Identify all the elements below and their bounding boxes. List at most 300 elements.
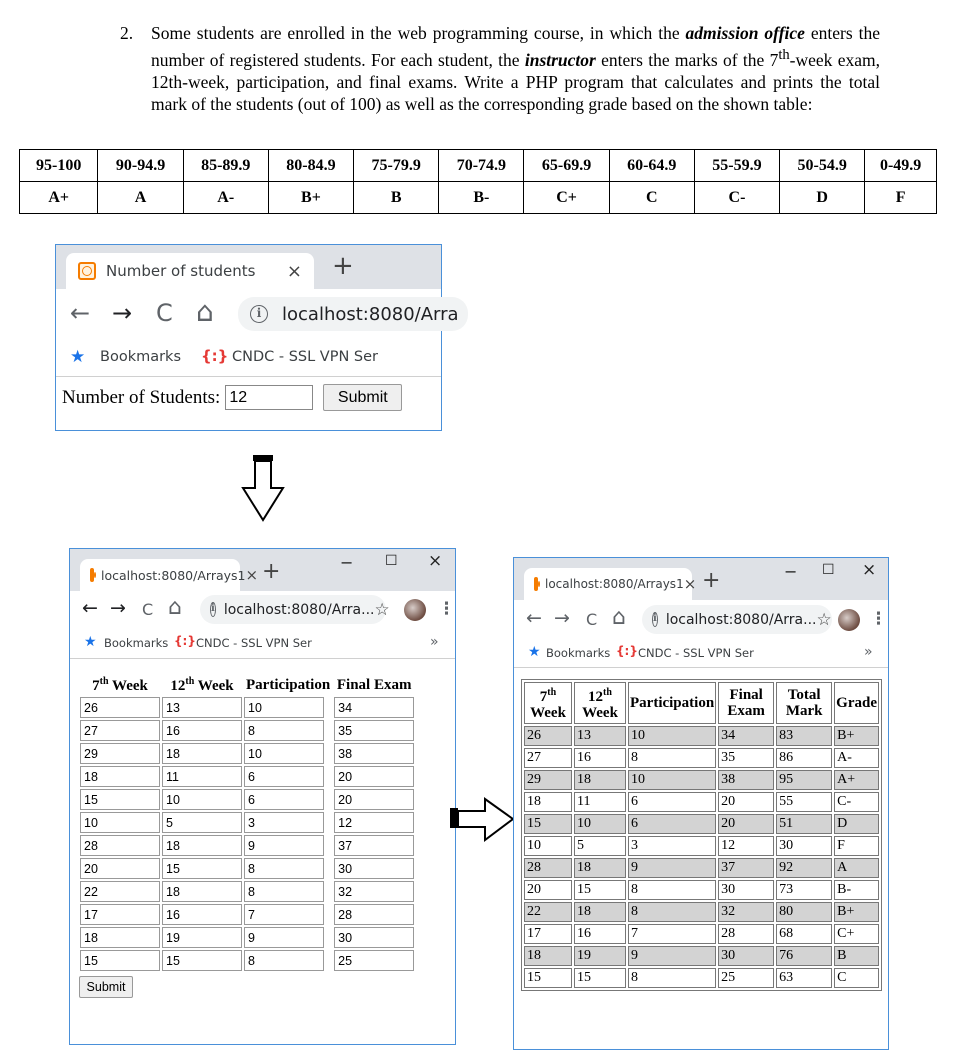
marks-cell [80,858,160,879]
header-total-mark: Total Mark [776,682,832,724]
tab-title: localhost:8080/Arrays1 [101,567,246,583]
marks-cell [244,904,332,925]
bookmarks-star-icon: ★ [84,634,97,650]
week12-input[interactable] [162,812,242,833]
problem-statement [120,22,880,115]
bookmarks-link[interactable]: Bookmarks [104,636,169,650]
tab-strip [56,245,441,289]
result-row [524,858,879,878]
grade-range-cell: 90-94.9 [98,150,183,182]
week12-cell: 13 [574,726,626,746]
week7-cell: 22 [524,902,572,922]
url-text: localhost:8080/Arra [282,303,459,325]
grade-range-cell: 85-89.9 [183,150,268,182]
marks-header-row [80,675,414,695]
grade-range-cell: 65-69.9 [524,150,609,182]
minimize-icon[interactable]: − [784,562,798,581]
final-exam-cell: 28 [718,924,774,944]
marks-cell [244,835,332,856]
grade-range-cell: 75-79.9 [354,150,439,182]
problem-text [151,22,880,115]
header-7th-week: 7th Week [92,675,148,694]
header-final-exam: Final Exam [718,682,774,724]
result-row [524,814,879,834]
participation-input[interactable] [244,720,324,741]
participation-input[interactable] [244,950,324,971]
navigation-bar [70,591,455,629]
week7-cell: 15 [524,814,572,834]
marks-cell [162,858,242,879]
submit-marks-button[interactable]: Submit [79,976,133,998]
grade-cell: B+ [834,726,879,746]
back-icon[interactable]: ← [526,607,542,629]
participation-cell: 7 [628,924,716,944]
marks-cell [80,927,160,948]
grade-ranges-row [20,150,937,182]
forward-icon[interactable]: → [112,299,133,327]
final-exam-input[interactable] [334,927,414,948]
marks-cell [162,766,242,787]
grade-cell: B [834,946,879,966]
browser-window-marks-entry [69,548,456,1045]
bookmarks-bar [56,341,441,377]
week12-input[interactable] [162,789,242,810]
final-exam-input[interactable] [334,881,414,902]
back-icon[interactable]: ← [70,299,91,327]
result-row [524,836,879,856]
total-mark-cell: 68 [776,924,832,944]
week12-input[interactable] [162,766,242,787]
marks-cell [80,743,160,764]
tab-title: localhost:8080/Arrays1 [545,577,684,591]
marks-cell [334,720,414,741]
cndc-bookmark[interactable]: CNDC - SSL VPN Ser [232,349,379,365]
marks-cell [162,927,242,948]
reload-icon[interactable]: C [586,610,598,629]
result-row [524,968,879,988]
final-exam-input[interactable] [334,789,414,810]
final-exam-cell: 30 [718,946,774,966]
grade-cell: C- [834,792,879,812]
minimize-icon[interactable]: − [340,553,354,572]
total-mark-cell: 30 [776,836,832,856]
marks-cell [162,789,242,810]
bookmarks-star-icon: ★ [528,644,541,660]
grade-range-cell: 0-49.9 [865,150,937,182]
url-text: localhost:8080/Arra... [223,601,375,618]
week7-cell: 27 [524,748,572,768]
avatar[interactable] [404,599,426,621]
marks-cell [80,789,160,810]
grade-range-cell: 55-59.9 [694,150,779,182]
url-text: localhost:8080/Arra... [665,611,817,628]
week12-cell: 19 [574,946,626,966]
result-row [524,770,879,790]
bookmarks-link[interactable]: Bookmarks [100,349,182,365]
marks-cell [80,766,160,787]
cndc-icon: {:} [616,644,638,658]
week7-input[interactable] [80,812,160,833]
week12-cell: 16 [574,748,626,768]
info-icon[interactable]: i [210,602,216,617]
final-exam-input[interactable] [334,812,414,833]
final-exam-input[interactable] [334,766,414,787]
cndc-icon: {:} [201,347,229,365]
address-bar[interactable] [238,297,468,331]
close-window-icon[interactable]: × [428,551,443,571]
marks-cell [244,743,332,764]
bookmark-star-icon[interactable]: ☆ [816,609,832,630]
marks-cell [80,881,160,902]
total-mark-cell: 80 [776,902,832,922]
grade-cell: C+ [834,924,879,944]
marks-cell [244,697,332,718]
participation-input[interactable] [244,789,324,810]
marks-cell [334,743,414,764]
header-12th-week: 12th Week [170,675,234,694]
results-body [524,726,879,988]
participation-cell: 8 [628,968,716,988]
results-table [521,679,882,991]
final-exam-cell: 25 [718,968,774,988]
info-icon[interactable]: i [250,305,268,323]
final-exam-input[interactable] [334,835,414,856]
grade-range-cell: 80-84.9 [268,150,353,182]
marks-row [80,927,414,948]
address-bar[interactable] [200,595,390,624]
navigation-bar [56,289,459,341]
participation-cell: 9 [628,946,716,966]
week12-cell: 11 [574,792,626,812]
problem-text-part2: enters the number of registered students. For each student, the [151,23,881,70]
xampp-favicon-icon [78,262,96,280]
participation-input[interactable] [244,835,324,856]
total-mark-cell: 55 [776,792,832,812]
final-exam-input[interactable] [334,743,414,764]
bookmarks-bar [70,629,455,659]
grade-cell: A [834,858,879,878]
participation-cell: 6 [628,792,716,812]
close-tab-icon[interactable]: × [286,260,302,282]
final-exam-cell: 34 [718,726,774,746]
week12-input[interactable] [162,743,242,764]
problem-text-part1: Some students are enrolled in the web programming course, in which the [151,23,686,43]
result-row [524,880,879,900]
grade-letter-cell: C [609,182,694,214]
week7-input[interactable] [80,766,160,787]
marks-cell [334,766,414,787]
participation-cell: 9 [628,858,716,878]
cndc-bookmark[interactable]: CNDC - SSL VPN Ser [196,636,312,650]
total-mark-cell: 83 [776,726,832,746]
final-exam-cell: 32 [718,902,774,922]
week7-input[interactable] [80,697,160,718]
marks-cell [244,950,332,971]
final-exam-input[interactable] [334,904,414,925]
marks-row [80,789,414,810]
marks-cell [80,904,160,925]
week7-input[interactable] [80,950,160,971]
forward-icon[interactable]: → [554,607,570,629]
result-row [524,748,879,768]
new-tab-icon[interactable]: + [262,559,281,584]
result-row [524,924,879,944]
week12-input[interactable] [162,881,242,902]
grade-cell: A- [834,748,879,768]
marks-cell [244,858,332,879]
participation-cell: 8 [628,880,716,900]
address-bar[interactable] [642,605,832,634]
week12-input[interactable] [162,720,242,741]
grade-letter-cell: D [780,182,865,214]
participation-input[interactable] [244,881,324,902]
marks-row [80,766,414,787]
week12-cell: 18 [574,770,626,790]
xampp-favicon-icon [534,577,538,591]
week12-cell: 15 [574,968,626,988]
info-icon[interactable]: i [652,612,658,627]
marks-cell [334,881,414,902]
navigation-bar [514,600,888,640]
home-icon[interactable]: ⌂ [196,295,214,328]
grade-cell: B+ [834,902,879,922]
header-12th-week: 12th Week [574,682,626,724]
maximize-icon[interactable]: ☐ [385,553,398,569]
week12-input[interactable] [162,835,242,856]
maximize-icon[interactable]: ☐ [822,562,835,578]
number-of-students-input[interactable] [225,385,313,410]
marks-cell [244,881,332,902]
total-mark-cell: 63 [776,968,832,988]
participation-cell: 3 [628,836,716,856]
marks-entry-body [80,697,414,971]
participation-input[interactable] [244,812,324,833]
marks-cell [334,950,414,971]
browser-window-results [513,557,889,1050]
grade-range-cell: 70-74.9 [439,150,524,182]
admission-office-term: admission office [685,23,805,43]
total-mark-cell: 95 [776,770,832,790]
grade-cell: A+ [834,770,879,790]
marks-cell [80,835,160,856]
marks-row [80,904,414,925]
week7-cell: 29 [524,770,572,790]
week7-input[interactable] [80,858,160,879]
submit-button[interactable]: Submit [323,384,402,411]
week12-cell: 5 [574,836,626,856]
grade-cell: D [834,814,879,834]
week7-cell: 28 [524,858,572,878]
marks-row [80,950,414,971]
marks-row [80,720,414,741]
marks-cell [334,697,414,718]
forward-icon[interactable]: → [110,597,126,619]
participation-input[interactable] [244,904,324,925]
marks-cell [162,720,242,741]
marks-cell [334,927,414,948]
participation-input[interactable] [244,743,324,764]
marks-cell [162,881,242,902]
bookmarks-bar [514,640,888,668]
week12-cell: 10 [574,814,626,834]
marks-cell [334,858,414,879]
marks-cell [244,927,332,948]
final-exam-input[interactable] [334,858,414,879]
participation-input[interactable] [244,927,324,948]
menu-kebab-icon[interactable]: ⋮ [438,599,455,619]
participation-cell: 8 [628,902,716,922]
marks-row [80,812,414,833]
marks-entry-table [78,673,416,973]
problem-text-sup: th [778,47,790,63]
xampp-favicon-icon [90,568,94,582]
grade-range-cell: 95-100 [20,150,98,182]
tab-strip [514,558,888,600]
marks-row [80,743,414,764]
week7-cell: 15 [524,968,572,988]
home-icon[interactable]: ⌂ [612,605,626,630]
grade-cell: B- [834,880,879,900]
final-exam-input[interactable] [334,697,414,718]
result-row [524,946,879,966]
header-participation: Participation [246,676,331,693]
result-row [524,792,879,812]
week7-cell: 20 [524,880,572,900]
browser-tab[interactable] [524,568,697,600]
back-icon[interactable]: ← [82,597,98,619]
final-exam-input[interactable] [334,720,414,741]
header-participation: Participation [628,682,716,724]
grade-letter-cell: F [865,182,937,214]
marks-row [80,858,414,879]
participation-cell: 8 [628,748,716,768]
browser-window-number-of-students [55,244,459,431]
week7-input[interactable] [80,881,160,902]
new-tab-icon[interactable]: + [702,568,721,593]
marks-cell [334,789,414,810]
grade-letter-cell: C- [694,182,779,214]
close-tab-icon[interactable]: × [683,575,697,593]
reload-icon[interactable]: C [156,299,173,327]
final-exam-cell: 37 [718,858,774,878]
week12-input[interactable] [162,950,242,971]
grade-cell: C [834,968,879,988]
week7-input[interactable] [80,927,160,948]
final-exam-cell: 20 [718,814,774,834]
grade-range-cell: 60-64.9 [609,150,694,182]
participation-cell: 6 [628,814,716,834]
week7-cell: 10 [524,836,572,856]
total-mark-cell: 76 [776,946,832,966]
marks-cell [334,835,414,856]
marks-cell [244,720,332,741]
participation-cell: 10 [628,770,716,790]
week7-cell: 18 [524,792,572,812]
participation-cell: 10 [628,726,716,746]
marks-cell [162,743,242,764]
close-tab-icon[interactable]: × [245,566,259,584]
right-arrow-icon [449,796,515,844]
grade-letter-cell: B [354,182,439,214]
problem-number: 2. [120,23,134,43]
marks-cell [162,904,242,925]
results-header-row [524,682,879,724]
marks-cell [244,812,332,833]
grade-letter-cell: B+ [268,182,353,214]
marks-cell [334,812,414,833]
bookmarks-link[interactable]: Bookmarks [546,646,611,660]
marks-row [80,835,414,856]
more-bookmarks-icon[interactable]: » [430,634,439,650]
week7-input[interactable] [80,789,160,810]
reload-icon[interactable]: C [142,600,154,619]
grade-letter-cell: B- [439,182,524,214]
instructor-term: instructor [524,49,596,70]
week12-input[interactable] [162,858,242,879]
grade-letter-cell: A+ [20,182,98,214]
close-window-icon[interactable]: × [862,560,877,580]
header-final-exam: Final Exam [336,676,412,693]
week12-cell: 18 [574,858,626,878]
student-count-form [62,384,402,411]
total-mark-cell: 92 [776,858,832,878]
week7-input[interactable] [80,720,160,741]
browser-tab[interactable] [80,559,259,591]
marks-cell [244,789,332,810]
week7-cell: 18 [524,946,572,966]
week12-cell: 15 [574,880,626,900]
grade-cell: F [834,836,879,856]
week7-input[interactable] [80,835,160,856]
bookmark-star-icon[interactable]: ☆ [374,599,390,620]
week12-input[interactable] [162,697,242,718]
marks-cell [162,812,242,833]
week7-input[interactable] [80,743,160,764]
grade-table [19,149,937,214]
cndc-bookmark[interactable]: CNDC - SSL VPN Ser [638,646,754,660]
avatar[interactable] [838,609,860,631]
browser-tab[interactable] [66,253,314,289]
week12-input[interactable] [162,904,242,925]
new-tab-icon[interactable]: + [332,251,354,281]
tab-strip [70,549,455,591]
final-exam-cell: 35 [718,748,774,768]
final-exam-input[interactable] [334,950,414,971]
marks-row [80,881,414,902]
problem-text-part4: -week exam, 12th-week, participation, and final exams. Write a PHP program that calculates and prints the total mark of the students (out of 100) as well as the corresponding grade based on the shown table: [151,49,880,114]
participation-input[interactable] [244,766,324,787]
more-bookmarks-icon[interactable]: » [864,644,873,660]
final-exam-cell: 20 [718,792,774,812]
week12-input[interactable] [162,927,242,948]
final-exam-cell: 38 [718,770,774,790]
menu-kebab-icon[interactable]: ⋮ [870,609,887,629]
marks-cell [80,812,160,833]
week7-input[interactable] [80,904,160,925]
home-icon[interactable]: ⌂ [168,595,182,620]
total-mark-cell: 86 [776,748,832,768]
grade-letter-cell: C+ [524,182,609,214]
participation-input[interactable] [244,697,324,718]
week7-cell: 17 [524,924,572,944]
down-arrow-icon [241,454,285,522]
bookmarks-star-icon: ★ [70,347,86,367]
result-row [524,726,879,746]
participation-input[interactable] [244,858,324,879]
marks-cell [162,697,242,718]
marks-cell [244,766,332,787]
grade-letter-cell: A [98,182,183,214]
